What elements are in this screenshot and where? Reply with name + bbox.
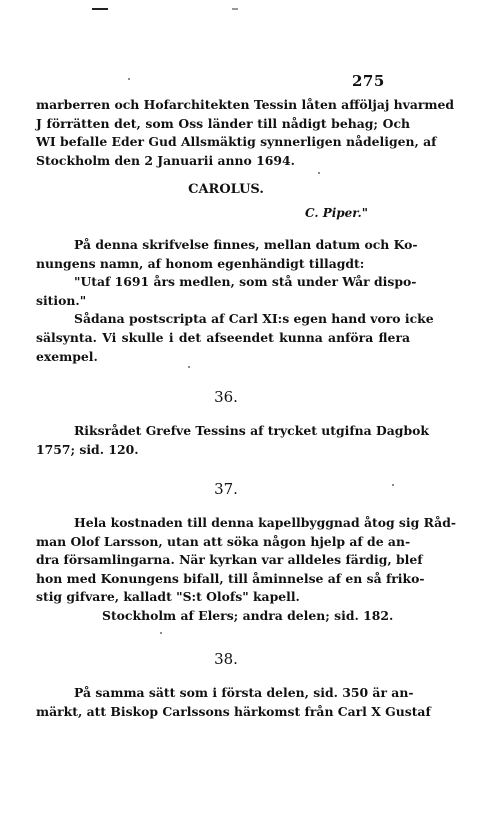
print-speck	[188, 366, 190, 368]
text-line: märkt, att Biskop Carlssons härkomst från Carl X Gustaf	[36, 703, 431, 719]
text-line: man Olof Larsson, utan att söka någon hjelp af de an-	[36, 533, 411, 549]
print-speck	[392, 484, 394, 486]
countersignature-piper: C. Piper."	[305, 206, 368, 220]
text-line: dra församlingarna. När kyrkan var alldeles färdig, blef	[36, 552, 423, 568]
note-36-text	[36, 422, 429, 459]
note-heading-38: 38.	[214, 650, 238, 668]
text-line: sition."	[36, 292, 87, 308]
paragraph-postscript	[36, 236, 434, 366]
text-line: WI befalle Eder Gud Allsmäktig synnerligen nådeligen, af	[36, 134, 437, 150]
text-line: Sådana postscripta af Carl XI:s egen hand voro icke	[74, 311, 434, 327]
note-heading-36: 36.	[214, 388, 238, 406]
print-speck	[160, 632, 162, 634]
text-line: J förrätten det, som Oss länder till nådigt behag; Och	[36, 115, 410, 131]
top-rule-mark	[92, 8, 108, 10]
text-line: stig gifvare, kalladt "S:t Olofs" kapell.	[36, 589, 300, 605]
text-line: 1757; sid. 120.	[36, 441, 139, 457]
text-line: Hela kostnaden till denna kapellbyggnad åtog sig Råd-	[74, 515, 457, 530]
signature-carolus: CAROLUS.	[188, 182, 264, 197]
text-line: På samma sätt som i första delen, sid. 350 är an-	[74, 685, 414, 700]
text-line: sälsynta. Vi skulle i det afseendet kunna anföra flera	[36, 329, 410, 345]
text-line: Stockholm den 2 Januarii anno 1694.	[36, 152, 295, 168]
paragraph-letter-ending	[36, 96, 455, 170]
text-line: nungens namn, af honom egenhändigt tillagdt:	[36, 255, 365, 271]
note-38-text	[36, 684, 431, 721]
text-line: hon med Konungens bifall, till åminnelse af en så friko-	[36, 570, 425, 586]
text-line: exempel.	[36, 348, 98, 364]
text-line: "Utaf 1691 års medlen, som stå under Wår dispo-	[74, 274, 417, 290]
text-line: marberren och Hofarchitekten Tessin låten afföljaj hvarmed	[36, 97, 455, 112]
print-speck	[318, 172, 320, 174]
print-speck	[128, 78, 130, 80]
text-line: På denna skrifvelse finnes, mellan datum och Ko-	[74, 237, 418, 252]
text-line: Stockholm af Elers; andra delen; sid. 182.	[102, 607, 394, 623]
page-number: 275	[352, 72, 385, 90]
text-line: Riksrådet Grefve Tessins af trycket utgifna Dagbok	[74, 423, 429, 438]
top-rule-mark-small	[232, 8, 238, 10]
note-37-text	[36, 514, 457, 626]
note-heading-37: 37.	[214, 480, 238, 498]
